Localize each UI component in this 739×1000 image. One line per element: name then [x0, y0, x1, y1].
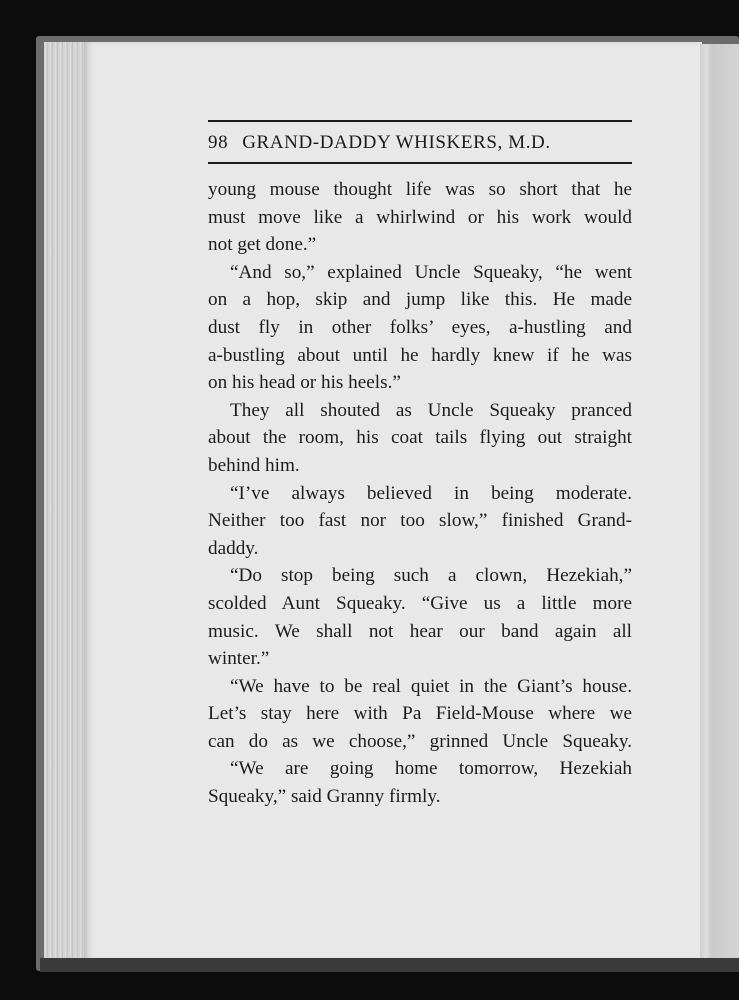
text-line: a-bustling about until he hardly knew if he was	[208, 344, 632, 366]
text-line: about the room, his coat tails flying out straight	[208, 427, 632, 449]
text-line: can do as we choose,” grinned Uncle Squeaky.	[208, 730, 632, 752]
text-line: Neither too fast nor too slow,” finished Grand-	[208, 510, 632, 532]
text-line: music. We shall not hear our band again all	[208, 620, 632, 642]
body-text	[208, 176, 632, 811]
running-title: GRAND-DADDY WHISKERS, M.D.	[242, 132, 551, 153]
text-line: behind him.	[208, 454, 300, 476]
text-line: dust fly in other folks’ eyes, a-hustling and	[208, 316, 632, 338]
text-line: “We are going home tomorrow, Hezekiah	[230, 758, 632, 780]
book-bottom-edge	[40, 958, 739, 972]
text-line: on his head or his heels.”	[208, 372, 401, 394]
page-number: 98	[208, 132, 229, 153]
text-line: “Do stop being such a clown, Hezekiah,”	[230, 565, 632, 587]
text-line: daddy.	[208, 537, 259, 559]
text-line: “I’ve always believed in being moderate.	[230, 482, 632, 504]
text-line: winter.”	[208, 648, 270, 670]
text-line: on a hop, skip and jump like this. He made	[208, 289, 632, 311]
text-line: young mouse thought life was so short that he	[208, 179, 632, 200]
text-line: not get done.”	[208, 234, 317, 256]
text-line: They all shouted as Uncle Squeaky pranced	[230, 399, 632, 421]
text-line: scolded Aunt Squeaky. “Give us a little more	[208, 592, 632, 614]
text-line: must move like a whirlwind or his work would	[208, 206, 632, 228]
running-header-text	[208, 132, 551, 154]
right-page-edge	[700, 44, 739, 958]
text-line: Let’s stay here with Pa Field-Mouse where we	[208, 703, 632, 725]
text-line: “And so,” explained Uncle Squeaky, “he went	[230, 261, 632, 283]
text-line: “We have to be real quiet in the Giant’s house.	[230, 675, 632, 697]
text-line: Squeaky,” said Granny firmly.	[208, 786, 441, 808]
running-header	[208, 120, 632, 164]
